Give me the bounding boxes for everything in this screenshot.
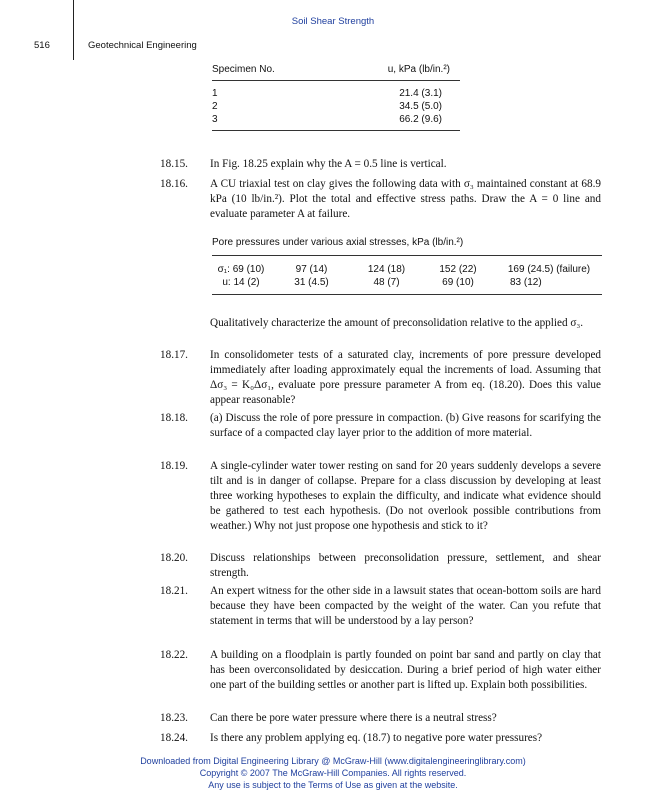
problem-number: 18.22. — [160, 649, 188, 661]
problem-text: Is there any problem applying eq. (18.7) to negative pore water pressures? — [210, 732, 543, 744]
problem-text: In consolidometer tests of a saturated clay, increments of pore pressure developed immediately after loading approximately equal the increments of load. Assuming that Δσ₃ = K₀Δσ₁, evaluate pore pressure parameter A from eq. (18.20). Does this value appear reasonable? — [210, 349, 601, 406]
page-number: 516 — [34, 40, 50, 51]
problem-number: 18.21. — [160, 585, 188, 597]
pore-pressure-value: 66.2 (9.6) — [399, 114, 442, 125]
u-cell: u: 14 (2) — [222, 277, 260, 288]
table-rule — [212, 130, 460, 131]
problem-text: Discuss relationships between preconsolidation pressure, settlement, and shear strength. — [210, 552, 601, 579]
problem-text: In Fig. 18.25 explain why the A = 0.5 line is vertical. — [210, 158, 447, 170]
u-cell: 83 (12) — [510, 277, 542, 288]
problem-number: 18.17. — [160, 349, 188, 361]
specimen-no: 1 — [212, 88, 218, 99]
table-row — [212, 100, 460, 113]
problem-18-19 — [160, 459, 601, 534]
running-head: Soil Shear Strength — [291, 16, 375, 27]
sigma-cell: 97 (14) — [295, 264, 328, 275]
u-cell: 69 (10) — [442, 277, 474, 288]
follow-up-text: Qualitatively characterize the amount of preconsolidation relative to the applied σ₃. — [210, 317, 584, 329]
problem-18-23 — [160, 711, 601, 726]
problem-18-22 — [160, 648, 601, 693]
sigma-cell: σ₁: 69 (10) — [217, 264, 265, 275]
problem-18-16 — [160, 177, 601, 222]
table-rule — [212, 294, 602, 295]
problem-number: 18.23. — [160, 712, 188, 724]
problem-number: 18.24. — [160, 732, 188, 744]
pore-pressure-table — [212, 237, 602, 295]
problem-text: Can there be pore water pressure where there is a neutral stress? — [210, 712, 497, 724]
footer-terms-line[interactable]: Any use is subject to the Terms of Use as given at the website. — [208, 780, 458, 790]
problem-number: 18.16. — [160, 178, 188, 190]
table-row — [212, 87, 460, 100]
margin-rule — [73, 0, 74, 60]
problem-text: (a) Discuss the role of pore pressure in compaction. (b) Give reasons for scarifying the surface of a compacted clay layer prior to the addition of more material. — [210, 412, 601, 439]
problem-18-15 — [160, 157, 601, 172]
problem-text: A single-cylinder water tower resting on sand for 20 years suddenly develops a severe tilt and is in danger of collapse. Prepare for a class discussion by developing at least three working hypotheses to explain the difficulty, and indicate what evidence should be gathered to test each hypothesis. (Do not overlook possible contributions from weather.) Why not just propose one hypothesis and stick to it? — [210, 460, 601, 532]
problem-number: 18.15. — [160, 158, 188, 170]
table-caption: Pore pressures under various axial stresses, kPa (lb/in.²) — [212, 237, 464, 248]
specimen-col-header: Specimen No. — [212, 64, 275, 75]
specimen-table — [212, 64, 460, 131]
sigma-cell: 169 (24.5) (failure) — [507, 264, 591, 275]
problem-number: 18.20. — [160, 552, 188, 564]
problem-number: 18.19. — [160, 460, 188, 472]
problem-18-20 — [160, 551, 601, 581]
problem-text: An expert witness for the other side in a lawsuit states that ocean-bottom soils are hard because they have been compacted by the weight of the water. Can you refute that statement in terms that will be understood by a lay person? — [210, 585, 601, 627]
footer-download-line[interactable]: Downloaded from Digital Engineering Library @ McGraw-Hill (www.digitalengineeringlibrary.com) — [140, 756, 526, 766]
specimen-no: 3 — [212, 114, 218, 125]
problem-text: A building on a floodplain is partly founded on point bar sand and partly on clay that has been overconsolidated by desiccation. During a brief period of high water either one part of the building settles or another part is lifted up. Explain both possibilities. — [210, 649, 601, 691]
pore-pressure-value: 21.4 (3.1) — [399, 88, 442, 99]
u-cell: 31 (4.5) — [294, 277, 329, 288]
problem-18-17 — [160, 348, 601, 408]
u-cell: 48 (7) — [373, 277, 400, 288]
footer-copyright-line: Copyright © 2007 The McGraw-Hill Companies. All rights reserved. — [199, 768, 467, 778]
sigma-cell: 124 (18) — [367, 264, 406, 275]
problem-number: 18.18. — [160, 412, 188, 424]
sigma-cell: 152 (22) — [439, 264, 477, 275]
problem-18-21 — [160, 584, 601, 629]
table-row — [212, 113, 460, 126]
footer — [0, 755, 666, 791]
problem-18-18 — [160, 411, 601, 441]
problem-18-24 — [160, 731, 601, 746]
pore-pressure-value: 34.5 (5.0) — [399, 101, 442, 112]
problem-text: A CU triaxial test on clay gives the following data with σ₃ maintained constant at 68.9 kPa (10 lb/in.²). Plot the total and effective stress paths. Draw the A = 0 line and evaluate parameter A at failure. — [210, 178, 601, 220]
book-title: Geotechnical Engineering — [88, 40, 197, 51]
pore-pressure-col-header: u, kPa (lb/in.²) — [387, 64, 450, 75]
specimen-no: 2 — [212, 101, 218, 112]
